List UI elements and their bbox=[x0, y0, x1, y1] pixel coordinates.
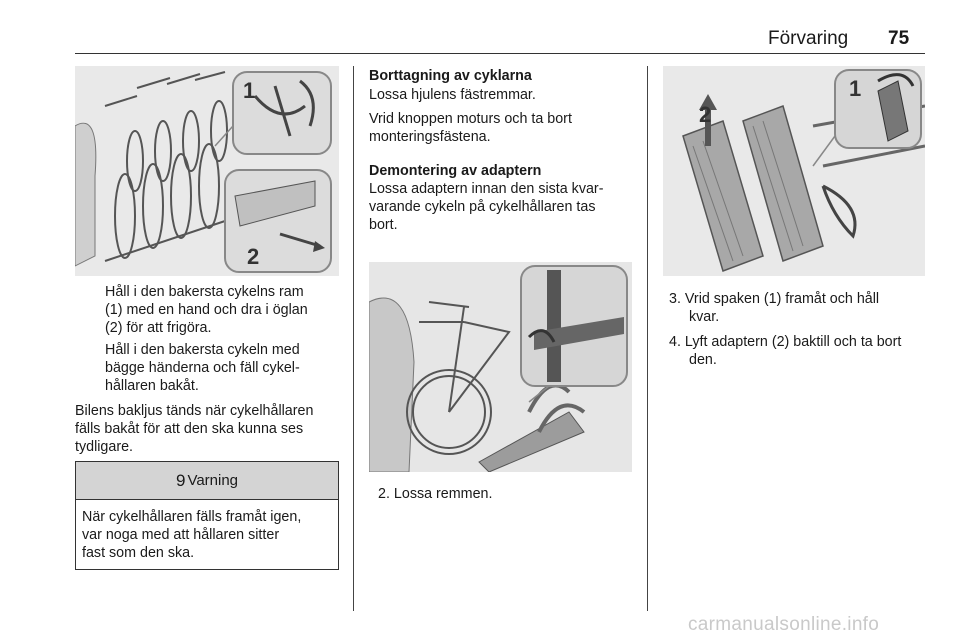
section-heading: Demontering av adaptern bbox=[369, 163, 542, 179]
paragraph: Lossa hjulens fästremmar. bbox=[369, 87, 536, 103]
figure-bike-carrier-release bbox=[75, 66, 339, 276]
section-heading: Borttagning av cyklarna bbox=[369, 68, 532, 84]
instruction-step: Håll i den bakersta cykeln med bägge händerna och fäll cykel- hållaren bakåt. bbox=[105, 342, 300, 394]
instruction-step: 2. Lossa remmen. bbox=[378, 486, 493, 502]
figure-wheel-holders bbox=[369, 262, 632, 472]
warning-box bbox=[75, 461, 339, 570]
paragraph: Vrid knoppen moturs och ta bort monteringsfästena. bbox=[369, 111, 572, 145]
warning-icon: 9 bbox=[175, 470, 186, 490]
callout-1: 1 bbox=[243, 78, 256, 103]
figure-adapter-removal bbox=[663, 66, 925, 276]
column-divider-1 bbox=[353, 66, 354, 611]
taillight-note: Bilens bakljus tänds när cykelhållaren fälls bakåt för att den ska kunna ses tydligare. bbox=[75, 403, 314, 455]
warning-header bbox=[76, 462, 338, 500]
page-number: 75 bbox=[888, 28, 910, 49]
paragraph: Lossa adaptern innan den sista kvar- varande cykeln på cykelhållaren tas bort. bbox=[369, 181, 604, 233]
column-divider-2 bbox=[647, 66, 648, 611]
instruction-step: Håll i den bakersta cykelns ram (1) med en hand och dra i öglan (2) för att frigöra. bbox=[105, 284, 308, 336]
warning-title: Varning bbox=[187, 472, 239, 489]
callout-2: 2 bbox=[247, 244, 260, 269]
page-title: Förvaring bbox=[768, 28, 849, 49]
watermark: carmanualsonline.info bbox=[688, 614, 880, 635]
warning-text: När cykelhållaren fälls framåt igen, var noga med att hållaren sitter fast som den ska. bbox=[82, 509, 302, 561]
callout-2: 2 bbox=[699, 102, 712, 127]
instruction-step: 4. Lyft adaptern (2) baktill och ta bort den. bbox=[669, 334, 902, 368]
instruction-step: 3. Vrid spaken (1) framåt och håll kvar. bbox=[669, 291, 880, 325]
header-rule bbox=[75, 53, 925, 54]
callout-1: 1 bbox=[849, 76, 862, 101]
